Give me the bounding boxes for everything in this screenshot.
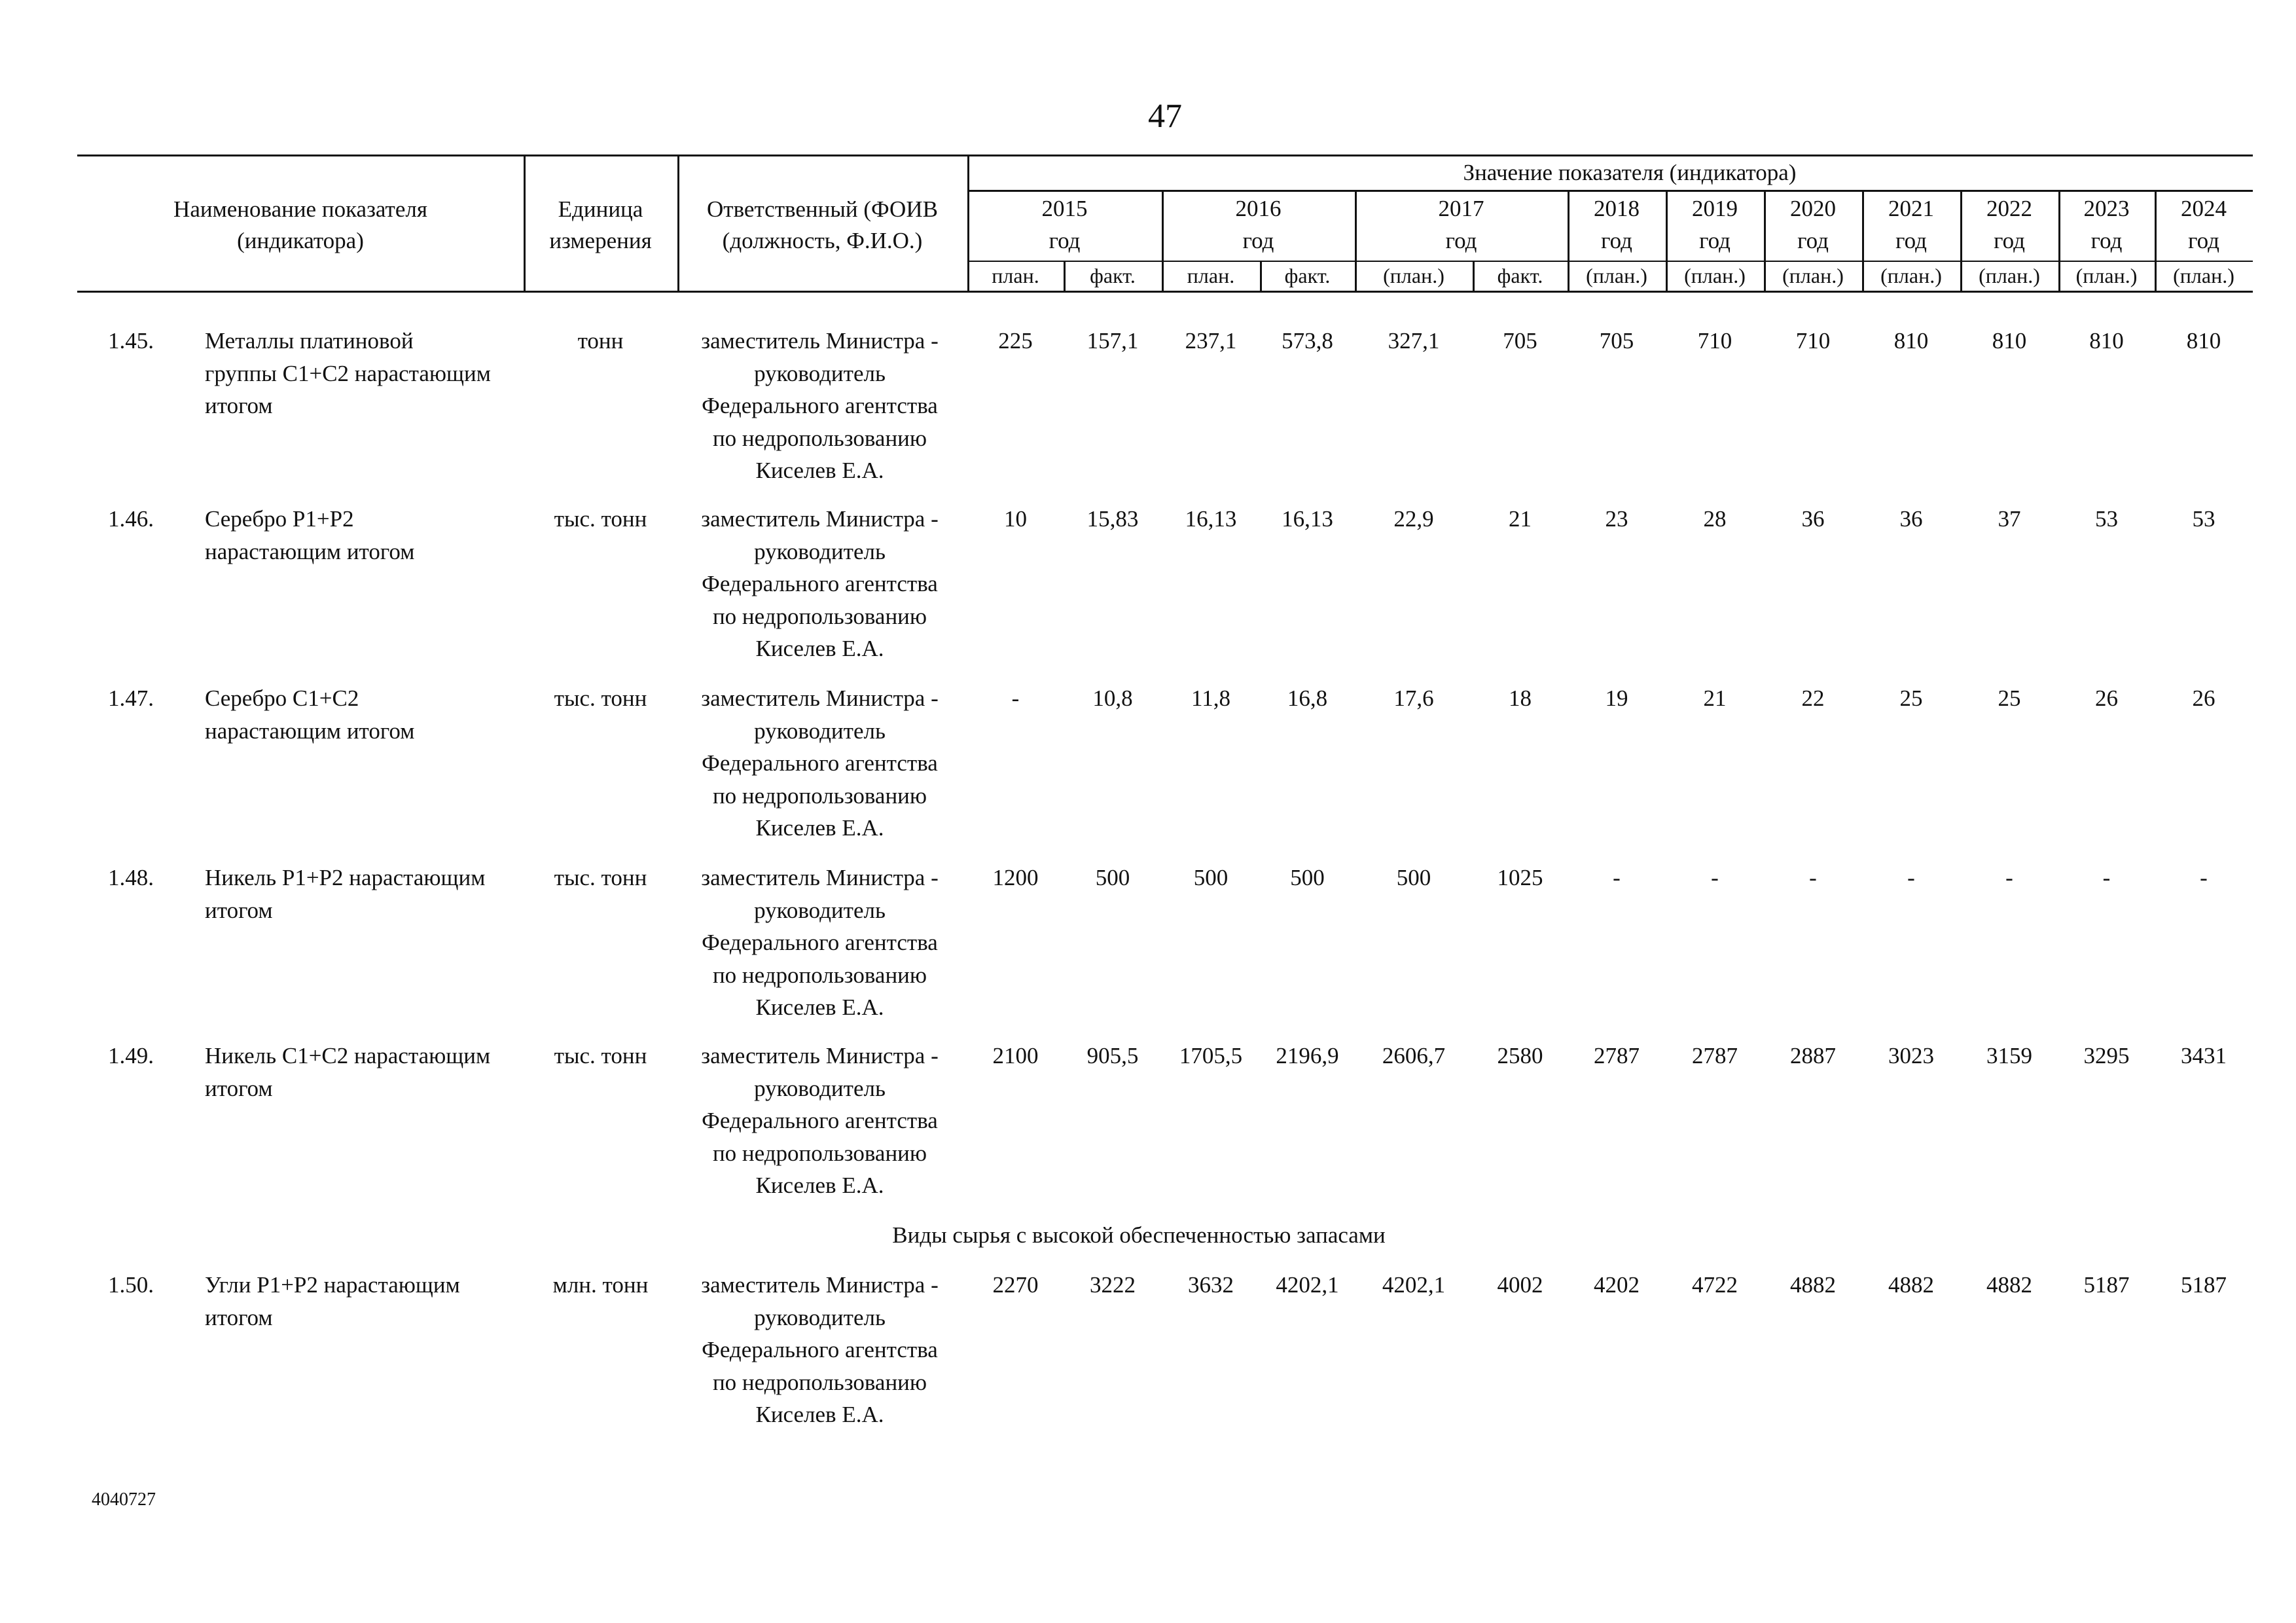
row-value: 500 — [1095, 865, 1130, 890]
row-value: 157,1 — [1086, 328, 1139, 354]
row-unit: тыс. тонн — [554, 1043, 647, 1068]
row-value: 705 — [1599, 328, 1634, 354]
row-value: 16,13 — [1185, 506, 1237, 532]
row-responsible: заместитель Министра - — [701, 328, 939, 354]
header-year-word: год — [1895, 228, 1927, 253]
header-year-word: год — [1797, 228, 1829, 253]
row-value: 53 — [2192, 506, 2215, 532]
row-name: Металлы платиновой — [205, 328, 414, 354]
row-responsible: по недропользованию — [712, 962, 927, 988]
row-value: - — [1613, 865, 1621, 890]
row-value: 4202 — [1594, 1272, 1640, 1298]
row-responsible: руководитель — [754, 1075, 886, 1101]
header-unit: Единица — [558, 196, 643, 222]
row-value: 810 — [1893, 328, 1929, 354]
header-year-word: год — [1242, 228, 1274, 253]
header-subcol: факт. — [1090, 264, 1136, 287]
row-value: 2196,9 — [1276, 1043, 1339, 1068]
row-name: итогом — [205, 1304, 273, 1330]
header-year: 2020 — [1790, 196, 1836, 221]
row-value: 710 — [1795, 328, 1831, 354]
header-top-rule — [77, 155, 2253, 156]
row-value: 2606,7 — [1382, 1043, 1446, 1068]
row-value: 25 — [1998, 685, 2021, 711]
row-value: 53 — [2095, 506, 2118, 532]
row-value: 573,8 — [1282, 328, 1333, 354]
row-responsible: Киселев Е.А. — [755, 458, 884, 483]
row-value: 3023 — [1888, 1043, 1934, 1068]
row-value: 2787 — [1594, 1043, 1640, 1068]
row-value: 3295 — [2083, 1043, 2130, 1068]
header-subcol: (план.) — [2173, 264, 2234, 287]
row-value: 5187 — [2181, 1272, 2227, 1298]
section-heading: Виды сырья с высокой обеспеченностью запасами — [892, 1222, 1386, 1248]
header-responsible: (должность, Ф.И.О.) — [722, 228, 923, 253]
row-value: 21 — [1703, 685, 1727, 711]
row-value: 22,9 — [1393, 506, 1434, 532]
header-responsible: Ответственный (ФОИВ — [707, 196, 938, 222]
header-subcol: факт. — [1497, 264, 1543, 287]
row-value: 18 — [1509, 685, 1532, 711]
row-name: группы С1+С2 нарастающим — [205, 360, 491, 386]
row-value: 16,8 — [1287, 685, 1328, 711]
row-value: 36 — [1801, 506, 1825, 532]
row-value: 26 — [2192, 685, 2215, 711]
row-value: 905,5 — [1086, 1043, 1139, 1068]
row-responsible: заместитель Министра - — [701, 865, 939, 890]
row-value: 36 — [1899, 506, 1923, 532]
row-value: 3431 — [2181, 1043, 2227, 1068]
header-year: 2019 — [1692, 196, 1738, 221]
row-value: 4002 — [1497, 1272, 1543, 1298]
row-value: 2887 — [1790, 1043, 1836, 1068]
row-value: - — [1011, 685, 1020, 711]
row-value: 810 — [1992, 328, 2027, 354]
row-responsible: Федерального агентства — [702, 750, 938, 776]
row-unit: тыс. тонн — [554, 506, 647, 532]
row-responsible: Киселев Е.А. — [755, 636, 884, 661]
header-subcol: (план.) — [1684, 264, 1746, 287]
row-value: 17,6 — [1393, 685, 1434, 711]
row-number: 1.45. — [108, 328, 154, 354]
row-value: 22 — [1801, 685, 1825, 711]
header-unit: измерения — [549, 228, 652, 253]
row-name: Серебро Р1+Р2 — [205, 506, 354, 532]
header-year: 2024 — [2181, 196, 2227, 221]
row-responsible: заместитель Министра - — [701, 685, 939, 711]
row-responsible: руководитель — [754, 1304, 886, 1330]
row-value: 1200 — [992, 865, 1039, 890]
row-responsible: Киселев Е.А. — [755, 1402, 884, 1427]
row-unit: тыс. тонн — [554, 685, 647, 711]
row-value: 4882 — [1986, 1272, 2032, 1298]
header-bottom-rule — [77, 291, 2253, 293]
row-value: 327,1 — [1388, 328, 1440, 354]
page-number: 47 — [1148, 98, 1182, 135]
header-name: Наименование показателя — [173, 196, 427, 222]
row-value: - — [1809, 865, 1817, 890]
row-value: 37 — [1998, 506, 2021, 532]
header-subcol: план. — [1187, 264, 1235, 287]
row-value: 10 — [1004, 506, 1027, 532]
header-subcol: (план.) — [1383, 264, 1444, 287]
row-value: 4882 — [1790, 1272, 1836, 1298]
row-name: итогом — [205, 897, 273, 923]
row-value: 1025 — [1497, 865, 1543, 890]
row-responsible: заместитель Министра - — [701, 506, 939, 532]
row-responsible: по недропользованию — [712, 782, 927, 809]
header-year: 2015 — [1041, 196, 1088, 221]
row-unit: тонн — [577, 328, 624, 354]
row-responsible: по недропользованию — [712, 1369, 927, 1395]
row-value: 3222 — [1090, 1272, 1136, 1298]
row-unit: тыс. тонн — [554, 865, 647, 890]
header-name: (индикатора) — [237, 228, 364, 253]
row-responsible: Федерального агентства — [702, 393, 938, 418]
header-subcol: (план.) — [2075, 264, 2138, 287]
row-value: 500 — [1396, 865, 1431, 890]
header-subcol: (план.) — [1880, 264, 1942, 287]
row-responsible: Киселев Е.А. — [755, 1173, 884, 1198]
row-value: 19 — [1605, 685, 1628, 711]
row-number: 1.46. — [108, 506, 154, 532]
row-name: Угли Р1+Р2 нарастающим — [205, 1272, 460, 1298]
row-name: нарастающим итогом — [205, 538, 415, 564]
row-responsible: Федерального агентства — [702, 571, 938, 596]
header-year-word: год — [1994, 228, 2025, 253]
footer-code: 4040727 — [92, 1489, 156, 1510]
row-name: Серебро С1+С2 — [205, 685, 359, 711]
row-value: 500 — [1290, 865, 1325, 890]
row-responsible: Киселев Е.А. — [755, 815, 884, 841]
row-value: 1705,5 — [1179, 1043, 1243, 1068]
row-value: 2100 — [992, 1043, 1039, 1068]
row-value: 11,8 — [1191, 685, 1230, 711]
row-value: 26 — [2095, 685, 2118, 711]
row-responsible: по недропользованию — [712, 603, 927, 629]
row-value: 5187 — [2083, 1272, 2130, 1298]
row-number: 1.47. — [108, 685, 154, 711]
row-responsible: руководитель — [754, 538, 886, 564]
row-value: 4202,1 — [1382, 1272, 1446, 1298]
header-year: 2021 — [1888, 196, 1934, 221]
header-year-word: год — [1445, 228, 1477, 253]
row-responsible: руководитель — [754, 360, 886, 386]
row-responsible: Федерального агентства — [702, 930, 938, 955]
row-value: 3632 — [1188, 1272, 1234, 1298]
header-year-word: год — [1601, 228, 1632, 253]
row-value: 21 — [1509, 506, 1532, 532]
row-responsible: по недропользованию — [712, 1140, 927, 1166]
header-value-group: Значение показателя (индикатора) — [1463, 160, 1797, 185]
row-value: - — [1711, 865, 1719, 890]
row-value: 23 — [1605, 506, 1628, 532]
row-responsible: руководитель — [754, 718, 886, 744]
row-value: 16,13 — [1282, 506, 1333, 532]
header-subcol: план. — [992, 264, 1039, 287]
header-subcol: (план.) — [1782, 264, 1844, 287]
row-responsible: заместитель Министра - — [701, 1043, 939, 1068]
row-value: 15,83 — [1086, 506, 1139, 532]
row-responsible: по недропользованию — [712, 425, 927, 451]
row-value: 25 — [1899, 685, 1923, 711]
row-value: 2580 — [1497, 1043, 1543, 1068]
row-name: Никель С1+С2 нарастающим — [205, 1043, 491, 1068]
row-value: - — [2200, 865, 2208, 890]
row-responsible: Федерального агентства — [702, 1108, 938, 1133]
row-unit: млн. тонн — [552, 1272, 649, 1298]
row-number: 1.50. — [108, 1272, 154, 1298]
row-value: 2787 — [1692, 1043, 1738, 1068]
row-value: 225 — [998, 328, 1033, 354]
row-value: 500 — [1193, 865, 1229, 890]
row-name: Никель Р1+Р2 нарастающим — [205, 865, 486, 890]
header-year: 2018 — [1594, 196, 1640, 221]
row-value: - — [2102, 865, 2111, 890]
row-responsible: заместитель Министра - — [701, 1272, 939, 1298]
row-value: 2270 — [992, 1272, 1039, 1298]
header-year-word: год — [2090, 228, 2123, 253]
row-number: 1.49. — [108, 1043, 154, 1068]
row-value: - — [2005, 865, 2013, 890]
header-subcol: (план.) — [1586, 264, 1647, 287]
row-responsible: Киселев Е.А. — [755, 994, 884, 1020]
row-name: итогом — [205, 393, 273, 418]
row-number: 1.48. — [108, 865, 154, 890]
row-value: 3159 — [1986, 1043, 2032, 1068]
row-responsible: Федерального агентства — [702, 1337, 938, 1362]
row-value: 10,8 — [1092, 685, 1133, 711]
row-name: итогом — [205, 1075, 273, 1101]
row-value: 710 — [1697, 328, 1732, 354]
row-value: 237,1 — [1185, 328, 1237, 354]
header-year-word: год — [2188, 228, 2219, 253]
header-year: 2016 — [1235, 196, 1282, 221]
row-value: 810 — [2186, 328, 2221, 354]
header-subcol: факт. — [1284, 264, 1331, 287]
row-value: 705 — [1503, 328, 1537, 354]
header-subcol: (план.) — [1979, 264, 2040, 287]
header-year: 2023 — [2083, 196, 2130, 221]
row-value: 4202,1 — [1276, 1272, 1339, 1298]
row-responsible: руководитель — [754, 897, 886, 923]
header-year-word: год — [1699, 228, 1731, 253]
row-value: - — [1907, 865, 1915, 890]
header-year: 2022 — [1986, 196, 2032, 221]
row-value: 28 — [1703, 506, 1727, 532]
header-year: 2017 — [1438, 196, 1484, 221]
row-name: нарастающим итогом — [205, 718, 415, 744]
header-year-word: год — [1049, 228, 1081, 253]
row-value: 4722 — [1692, 1272, 1738, 1298]
row-value: 810 — [2089, 328, 2124, 354]
row-value: 4882 — [1888, 1272, 1934, 1298]
